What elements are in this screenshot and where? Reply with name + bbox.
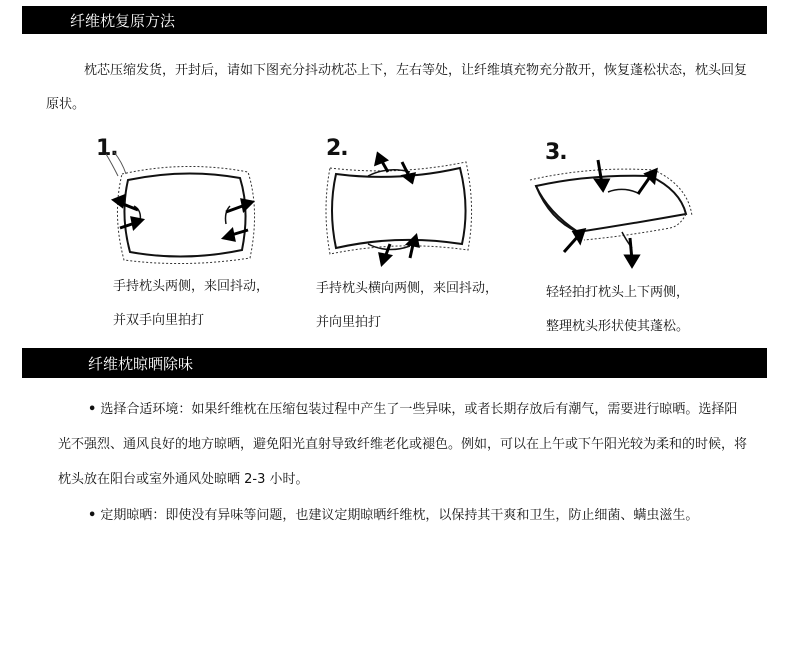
step-3-caption-line1: 轻轻拍打枕头上下两侧， [546,285,690,300]
bullet-item [58,498,748,533]
section-header-restore [22,6,767,34]
bullet-item [58,392,748,497]
bullet-text: 选择合适环境：如果纤维枕在压缩包装过程中产生了一些异味，或者长期存放后有潮气，需要进行晾晒。选择阳光不强烈、通风良好的地方晾晒，避免阳光直射导致纤维老化或褪色。例如，可以在上午或下午阳光较为柔和的时候，将枕头放在阳台或室外通风处晾晒 2-3 小时。 [58,402,748,487]
section-title: 纤维枕晾晒除味 [88,354,194,373]
step-2-number: 2. [326,136,348,161]
step-3-caption-line2: 整理枕头形状使其蓬松。 [546,319,690,334]
bullet-dot: • [88,508,97,523]
step-1-caption-line1: 手持枕头两侧，来回抖动， [113,279,270,294]
step-1-number: 1. [96,136,118,161]
step-2-illustration [328,152,473,264]
step-3-illustration [530,156,700,271]
step-3-number: 3. [545,140,567,165]
bullet-text: 定期晾晒：即使没有异味等问题，也建议定期晾晒纤维枕，以保持其干爽和卫生，防止细菌、螨虫滋生。 [100,508,699,523]
step-2-caption-line2: 并向里拍打 [316,315,382,330]
step-1-illustration [100,150,270,265]
intro-paragraph: 枕芯压缩发货，开封后，请如下图充分抖动枕芯上下，左右等处，让纤维填充物充分散开，恢复蓬松状态，枕头回复原状。 [46,63,748,112]
section-title: 纤维枕复原方法 [70,11,176,30]
step-1-caption-line2: 并双手向里拍打 [113,313,205,328]
section-header-airing [22,348,767,378]
step-2-caption-line1: 手持枕头横向两侧，来回抖动， [316,281,499,296]
bullet-dot: • [88,402,97,417]
